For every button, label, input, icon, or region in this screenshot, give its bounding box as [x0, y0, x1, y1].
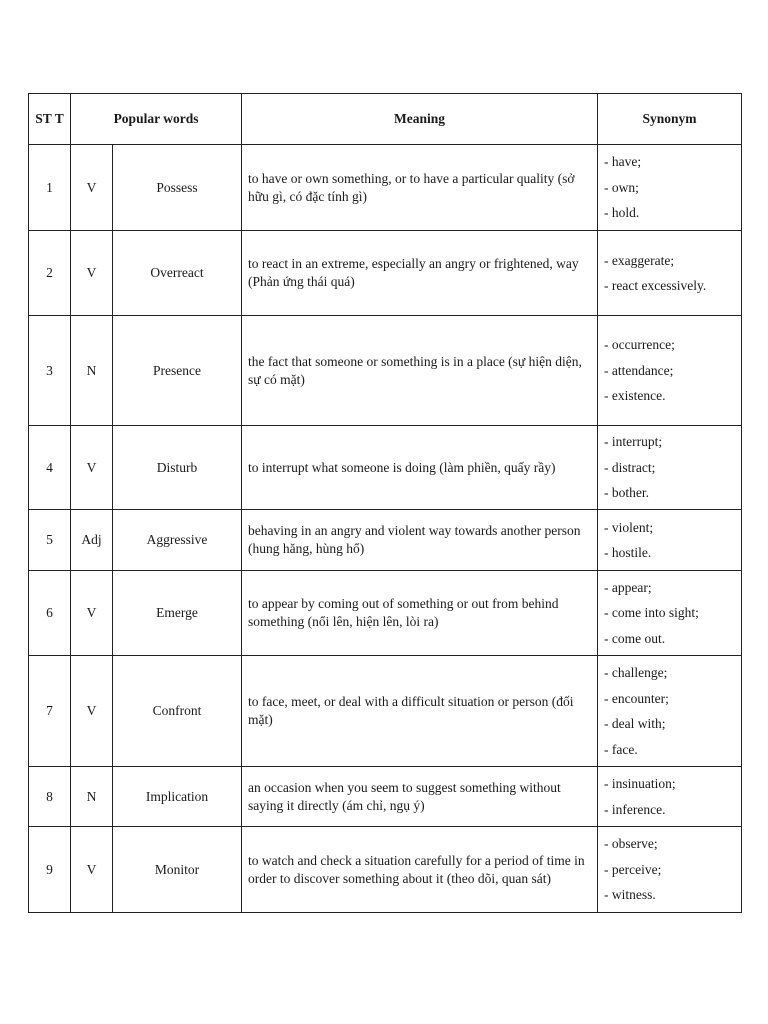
- vocab-word: Overreact: [113, 231, 242, 316]
- synonym-cell: [598, 827, 742, 913]
- synonym-item: - come out.: [604, 630, 666, 646]
- synonym-item: - inference.: [604, 801, 666, 817]
- part-of-speech: V: [71, 426, 113, 510]
- part-of-speech: V: [71, 571, 113, 656]
- synonym-item: - observe;: [604, 836, 658, 852]
- synonym-list: [604, 660, 735, 762]
- part-of-speech: V: [71, 145, 113, 231]
- synonym-list: [604, 831, 735, 908]
- synonym-item: - interrupt;: [604, 434, 663, 450]
- row-number: 5: [29, 510, 71, 571]
- synonym-item: - face.: [604, 741, 638, 757]
- row-number: 8: [29, 767, 71, 827]
- row-number: 6: [29, 571, 71, 656]
- table-row: [29, 145, 742, 231]
- part-of-speech: N: [71, 767, 113, 827]
- synonym-item: - bother.: [604, 485, 650, 501]
- header-meaning: Meaning: [242, 94, 598, 145]
- synonym-item: - own;: [604, 179, 639, 195]
- synonym-item: - insinuation;: [604, 776, 676, 791]
- synonym-item: - occurrence;: [604, 337, 675, 353]
- vocab-word: Monitor: [113, 827, 242, 913]
- meaning-text: to have or own something, or to have a particular quality (sở hữu gì, có đặc tính gì): [242, 145, 598, 231]
- synonym-list: [604, 332, 735, 409]
- table-body: [29, 145, 742, 913]
- table-row: [29, 426, 742, 510]
- vocab-word: Confront: [113, 656, 242, 767]
- vocab-word: Disturb: [113, 426, 242, 510]
- header-stt: [29, 94, 71, 145]
- part-of-speech: V: [71, 656, 113, 767]
- table-row: [29, 571, 742, 656]
- synonym-item: - have;: [604, 154, 642, 170]
- synonym-list: [604, 515, 735, 566]
- table-row: [29, 231, 742, 316]
- synonym-list: [604, 429, 735, 506]
- synonym-item: - come into sight;: [604, 605, 699, 621]
- table-row: [29, 827, 742, 913]
- synonym-cell: [598, 767, 742, 827]
- synonym-cell: [598, 231, 742, 316]
- synonym-item: - deal with;: [604, 716, 666, 731]
- row-number: 3: [29, 316, 71, 426]
- synonym-list: [604, 149, 735, 226]
- synonym-item: - challenge;: [604, 665, 668, 680]
- row-number: 7: [29, 656, 71, 767]
- vocab-word: Emerge: [113, 571, 242, 656]
- synonym-cell: [598, 426, 742, 510]
- header-row: [29, 94, 742, 145]
- synonym-list: [604, 575, 735, 652]
- part-of-speech: V: [71, 231, 113, 316]
- synonym-item: - perceive;: [604, 861, 662, 877]
- synonym-item: - exaggerate;: [604, 252, 675, 268]
- part-of-speech: Adj: [71, 510, 113, 571]
- part-of-speech: N: [71, 316, 113, 426]
- vocab-word: Presence: [113, 316, 242, 426]
- vocab-word: Possess: [113, 145, 242, 231]
- synonym-item: - attendance;: [604, 362, 674, 378]
- vocabulary-table: [28, 93, 742, 913]
- meaning-text: to watch and check a situation carefully for a period of time in order to discover something about it (theo dõi, quan sát): [242, 827, 598, 913]
- table-row: [29, 767, 742, 827]
- meaning-text: the fact that someone or something is in a place (sự hiện diện, sự có mặt): [242, 316, 598, 426]
- synonym-cell: [598, 656, 742, 767]
- table-row: [29, 656, 742, 767]
- vocab-word: Aggressive: [113, 510, 242, 571]
- meaning-text: to interrupt what someone is doing (làm phiền, quấy rầy): [242, 426, 598, 510]
- meaning-text: an occasion when you seem to suggest something without saying it directly (ám chỉ, ngụ ý): [242, 767, 598, 827]
- synonym-item: - hostile.: [604, 545, 652, 560]
- synonym-item: - witness.: [604, 887, 656, 903]
- part-of-speech: V: [71, 827, 113, 913]
- meaning-text: to react in an extreme, especially an angry or frightened, way (Phản ứng thái quá): [242, 231, 598, 316]
- header-stt-label: ST T: [35, 110, 64, 126]
- synonym-cell: [598, 571, 742, 656]
- row-number: 1: [29, 145, 71, 231]
- meaning-text: to appear by coming out of something or out from behind something (nổi lên, hiện lên, lòi ra): [242, 571, 598, 656]
- row-number: 9: [29, 827, 71, 913]
- synonym-item: - existence.: [604, 388, 666, 404]
- synonym-list: [604, 771, 735, 822]
- synonym-cell: [598, 510, 742, 571]
- synonym-item: - react excessively.: [604, 278, 707, 293]
- table-row: [29, 316, 742, 426]
- meaning-text: behaving in an angry and violent way towards another person (hung hăng, hùng hổ): [242, 510, 598, 571]
- table-row: [29, 510, 742, 571]
- header-synonym: Synonym: [598, 94, 742, 145]
- synonym-item: - distract;: [604, 459, 656, 475]
- row-number: 2: [29, 231, 71, 316]
- synonym-item: - appear;: [604, 579, 652, 595]
- vocab-word: Implication: [113, 767, 242, 827]
- synonym-cell: [598, 316, 742, 426]
- synonym-cell: [598, 145, 742, 231]
- synonym-item: - hold.: [604, 205, 640, 221]
- synonym-list: [604, 248, 735, 299]
- synonym-item: - encounter;: [604, 690, 669, 706]
- synonym-item: - violent;: [604, 519, 654, 535]
- row-number: 4: [29, 426, 71, 510]
- header-popular-words: Popular words: [71, 94, 242, 145]
- meaning-text: to face, meet, or deal with a difficult situation or person (đối mặt): [242, 656, 598, 767]
